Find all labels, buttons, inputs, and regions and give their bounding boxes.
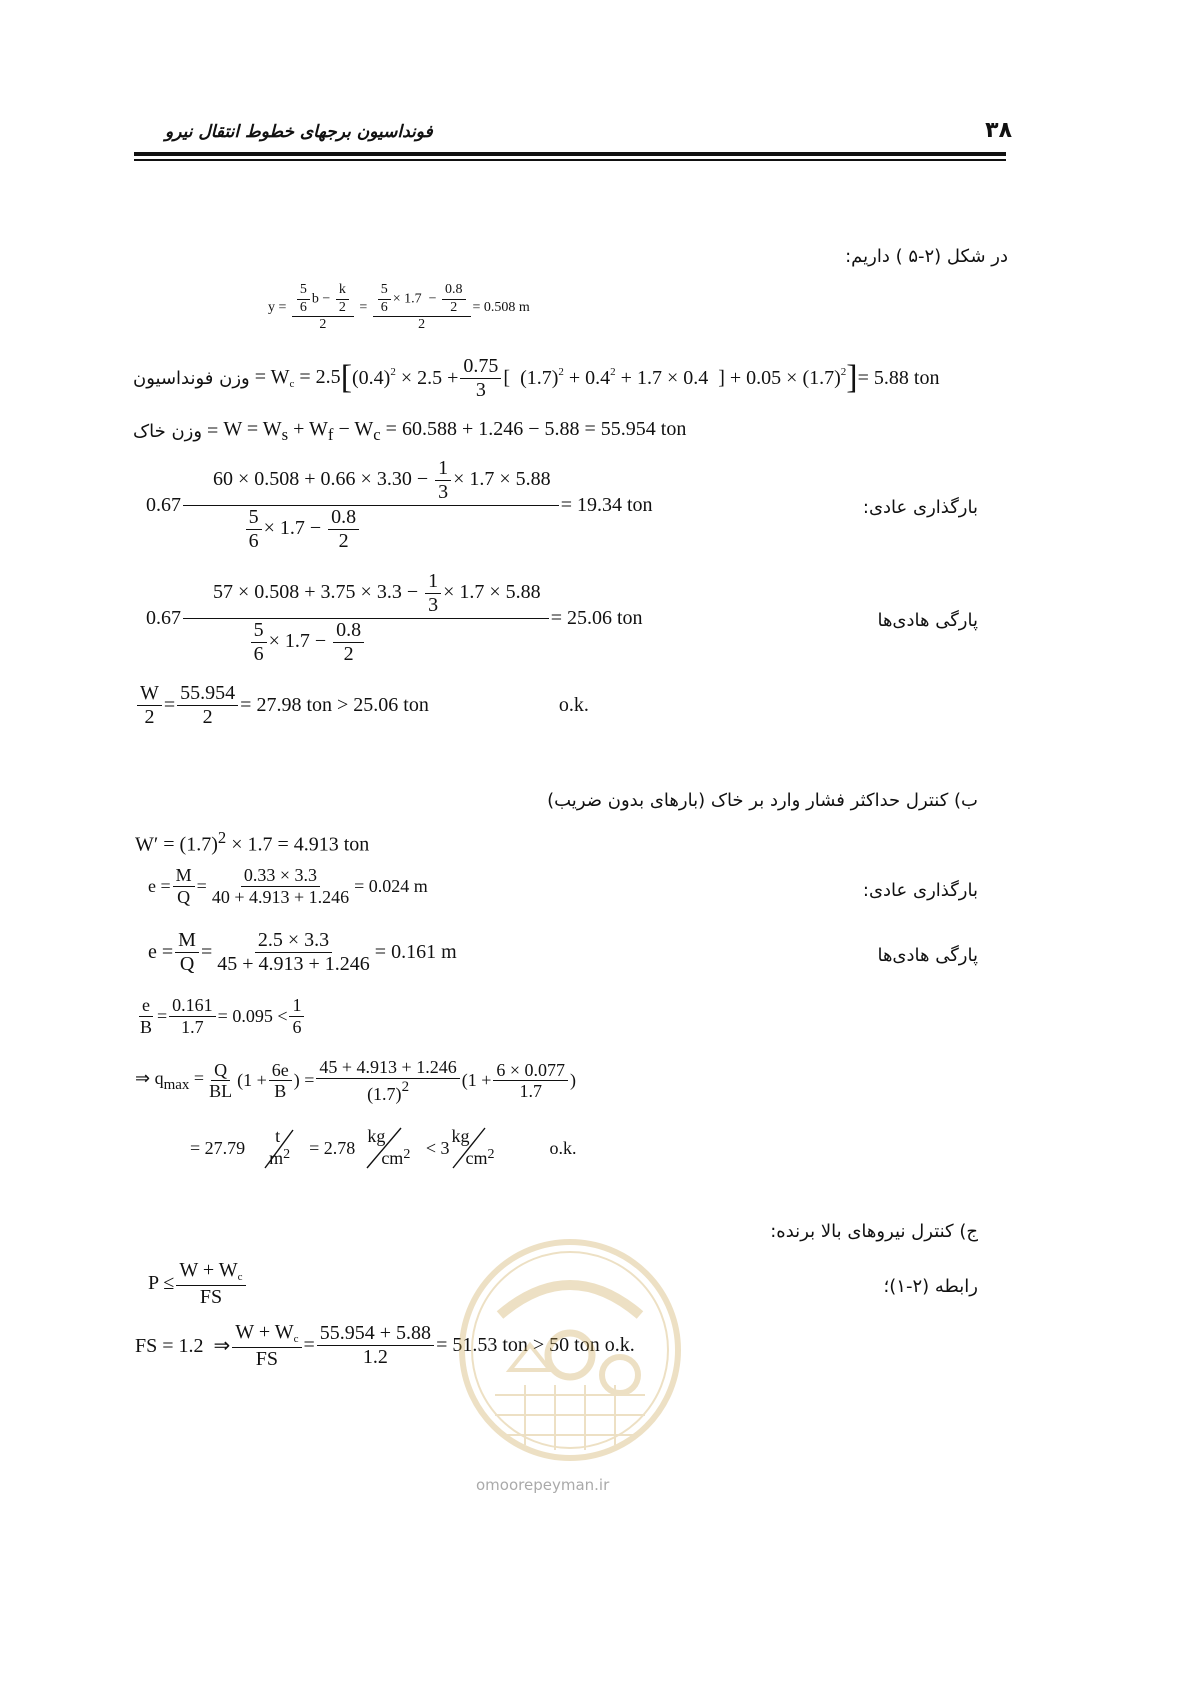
half-w-result: = 27.98 ton > 25.06 ton <box>240 694 429 716</box>
wc-result: = 5.88 ton <box>857 366 940 389</box>
ok-mark-1: o.k. <box>558 694 589 716</box>
broken-conductor-label: پارگی هادی‌ها <box>877 610 978 631</box>
q-result-line: = 27.79 t $m^2$ = 2.78 kg $cm^2$ < 3 kg $cm^2$ o.k. <box>190 1126 577 1168</box>
slash-divider <box>263 1126 303 1170</box>
broken-conductor-equation: 0.67 57 × 0.508 + 3.75 × 3.3 − $\frac{1}{3}$ × 1.7 × 5.88 $\frac{5}{6}$ × 1.7 − $\frac{0.8}{2}$ = 25.06 ton <box>146 570 643 665</box>
slash-divider <box>361 1126 411 1170</box>
e2-result: = 0.161 m <box>374 941 457 963</box>
fs-equation: FS = 1.2 ⇒ $\frac{W + W_c}{FS}$ = $\frac{55.954 + 5.88}{1.2}$ = 51.53 ton > 50 ton o.k. <box>135 1321 635 1370</box>
watermark-site: omoorepeyman.ir <box>476 1476 610 1494</box>
q-kg-result: = 2.78 <box>309 1137 356 1158</box>
broken-conductor-label-2: پارگی هادی‌ها <box>877 945 978 966</box>
e-over-b: $\frac{e}{B}$ = $\frac{0.161}{1.7}$ = 0.095 < $\frac{1}{6}$ <box>135 996 306 1037</box>
q-result: = 27.79 <box>190 1137 246 1158</box>
e1-result: = 0.024 m <box>354 875 428 896</box>
eccentricity-normal: e = $\frac{M}{Q}$ = $\frac{0.33 \times 3.3}{40 + 4.913 + 1.246}$ = 0.024 m <box>148 865 428 907</box>
eccentricity-broken: e = $\frac{M}{Q}$ = $\frac{2.5 \times 3.3}{45 + 4.913 + 1.246}$ = 0.161 m <box>148 929 457 975</box>
normal-result: = 19.34 ton <box>560 493 653 516</box>
intro-text: در شکل (۲-۵ ) داریم: <box>845 246 1008 267</box>
relation-label: رابطه (۲-۱)؛ <box>883 1276 978 1297</box>
w-label: وزن خاک <box>133 421 203 442</box>
ok-mark-2: o.k. <box>549 1137 577 1158</box>
half-weight-check: $\frac{W}{2}$ = $\frac{55.954}{2}$ = 27.98 ton > 25.06 ton o.k. <box>135 683 589 728</box>
w-prime-equation: $W' = (1.7)^2 \times 1.7 = 4.913$ ton <box>135 828 370 856</box>
running-title: فونداسیون برجهای خطوط انتقال نیرو <box>165 122 433 142</box>
header-rule-thick <box>134 152 1006 156</box>
w-line: $W = W_s + W_f - W_c = 60.588 + 1.246 - 5.88 = 55.954$ ton <box>223 418 687 444</box>
section-c-heading: ج) کنترل نیروهای بالا برنده: <box>770 1221 978 1242</box>
w-equation: وزن خاک = $W = W_s + W_f - W_c = 60.588 + 1.246 - 5.88 = 55.954$ ton <box>133 418 687 444</box>
eb-result: = 0.095 < <box>217 1005 288 1026</box>
y-result: = 0.508 m <box>472 300 530 316</box>
section-b-heading: ب) کنترل حداکثر فشار وارد بر خاک (بارهای بدون ضریب) <box>547 790 978 811</box>
y-equation: y = $\frac{5}{6}$ b − $\frac{k}{2}$ 2 = $\frac{5}{6}$ × 1.7 − $\frac{0.8}{2}$ 2 = 0.508 m <box>268 282 530 333</box>
watermark-logo <box>455 1235 685 1469</box>
normal-loading-label-2: بارگذاری عادی: <box>862 880 978 901</box>
fs-result: = 51.53 ton > 50 ton o.k. <box>436 1334 635 1357</box>
page-number: ۳۸ <box>985 118 1012 143</box>
q-max-equation: ⇒ $q_{max}$ = $\frac{Q}{BL}$ (1 + $\frac{6e}{B}$ ) = $\frac{45 + 4.913 + 1.246}{(1.7)^2}$ (1 + $\frac{6 \times 0.077}{1.7}$ ) <box>135 1057 577 1104</box>
normal-loading-equation: 0.67 60 × 0.508 + 0.66 × 3.30 − $\frac{1}{3}$ × 1.7 × 5.88 $\frac{5}{6}$ × 1.7 − $\frac{0.8}{2}$ = 19.34 ton <box>146 457 653 552</box>
wc-label: وزن فونداسیون <box>133 367 250 389</box>
broken-result: = 25.06 ton <box>550 606 643 629</box>
header-rule-thin <box>134 159 1006 161</box>
normal-loading-label: بارگذاری عادی: <box>862 497 978 518</box>
slash-divider <box>449 1126 499 1170</box>
uplift-inequality: P ≤ $\frac{W + W_c}{FS}$ <box>148 1260 248 1308</box>
wc-equation: وزن فونداسیون = $W_c = 2.5$ [ $(0.4)^2 \times 2.5$ + $\frac{0.75}{3}$ [ $(1.7)^2 + 0.4^2 + 1.7 \times 0.4$ ] + $0.05 \times (1.7)^2$ ] = 5.88 ton <box>133 354 940 401</box>
